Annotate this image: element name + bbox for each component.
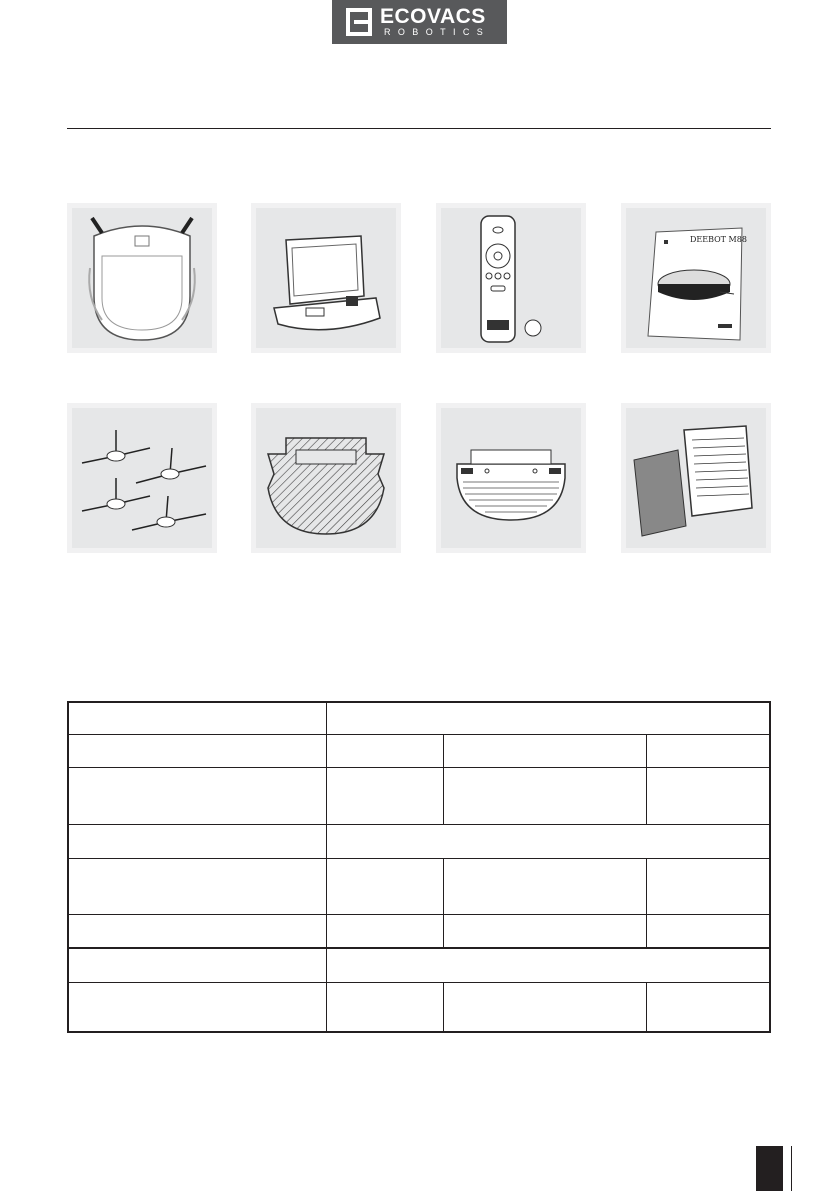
table-column-divider [443,982,444,1033]
header-rule [67,128,771,129]
specification-table [67,701,771,1033]
table-column-divider [646,982,647,1033]
tile-mop-plate [436,403,586,553]
tile-filters [621,403,771,553]
tile-mopping-pad [251,403,401,553]
charging-dock-icon [256,208,396,348]
table-row-divider [69,767,769,768]
side-brushes-icon [72,408,212,548]
table-column-divider [326,703,327,1033]
ecovacs-mark-icon [346,8,372,36]
manual-booklet-icon [626,208,766,348]
tile-side-brushes [67,403,217,553]
table-column-divider [443,858,444,948]
page-tab [756,1146,783,1191]
table-row-divider [69,734,769,735]
table-row-divider [69,947,769,949]
mopping-pad-icon [256,408,396,548]
brand-tagline: ROBOTICS [384,27,491,37]
mop-plate-icon [441,408,581,548]
table-row-divider [69,914,769,915]
remote-control-icon [441,208,581,348]
ecovacs-logo [332,0,507,44]
tile-charging-dock [251,203,401,353]
table-row-divider [69,824,769,825]
brand-name: ECOVACS [380,5,486,28]
table-column-divider [443,734,444,824]
table-column-divider [646,858,647,948]
table-row-divider [69,858,769,859]
tile-robot [67,203,217,353]
tile-remote-control [436,203,586,353]
table-column-divider [646,734,647,824]
robot-top-view-icon [72,208,212,348]
filter-set-icon [626,408,766,548]
manual-cover-title: DEEBOT M88 [690,235,747,244]
table-row-divider [69,982,769,983]
tile-manual [621,203,771,353]
page-edge-line [791,1146,792,1191]
